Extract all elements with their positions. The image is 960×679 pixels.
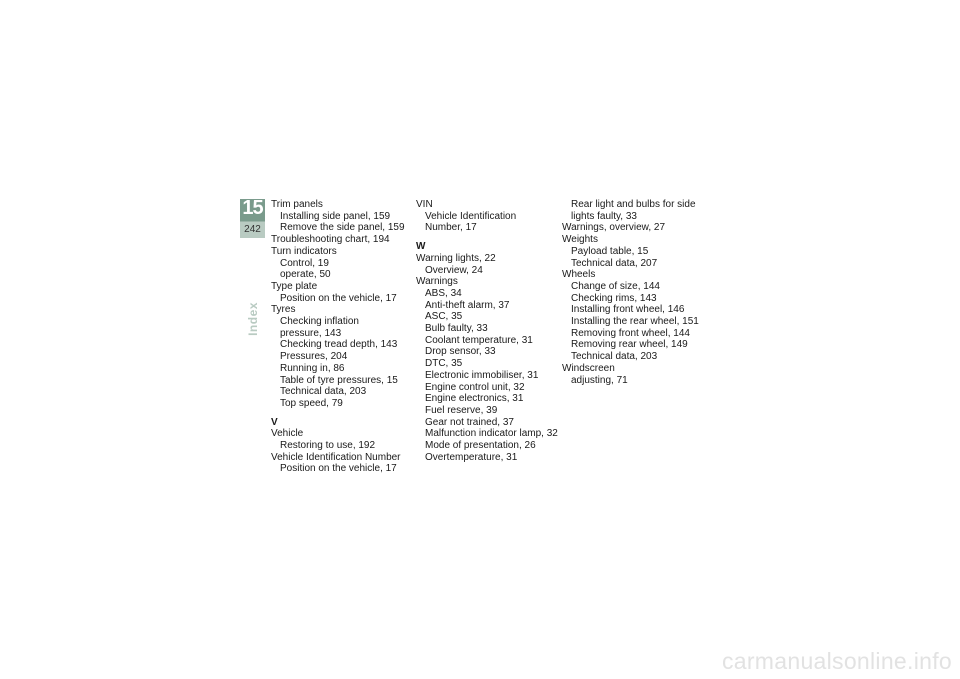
index-subentry: Technical data, 207 bbox=[571, 257, 658, 269]
index-subentry: Top speed, 79 bbox=[280, 397, 343, 409]
index-letter-heading: W bbox=[416, 241, 426, 253]
index-entry: Warnings, overview, 27 bbox=[562, 222, 666, 234]
index-column-3 bbox=[562, 199, 702, 386]
index-subentry: operate, 50 bbox=[280, 269, 331, 281]
index-entry: Type plate bbox=[271, 280, 318, 292]
index-subentry: Malfunction indicator lamp, 32 bbox=[425, 428, 558, 440]
index-subentry: Gear not trained, 37 bbox=[425, 416, 514, 428]
index-subentry: Coolant temperature, 31 bbox=[425, 334, 533, 346]
index-entry: Troubleshooting chart, 194 bbox=[271, 234, 390, 246]
index-entry: Vehicle Identification Number bbox=[271, 451, 401, 463]
index-subentry: Position on the vehicle, 17 bbox=[280, 292, 397, 304]
index-subentry: Vehicle Identification bbox=[425, 210, 517, 222]
index-entry: Windscreen bbox=[562, 362, 615, 374]
index-subentry: Number, 17 bbox=[425, 222, 477, 234]
index-subentry: pressure, 143 bbox=[280, 327, 342, 339]
index-entry: Warning lights, 22 bbox=[416, 252, 496, 264]
index-subentry: Change of size, 144 bbox=[571, 280, 660, 292]
index-subentry: Control, 19 bbox=[280, 257, 329, 269]
index-subentry: Remove the side panel, 159 bbox=[280, 222, 405, 234]
index-subentry: Payload table, 15 bbox=[571, 245, 649, 257]
index-subentry: Installing side panel, 159 bbox=[280, 210, 391, 222]
index-entry: Weights bbox=[562, 234, 598, 246]
index-subentry: Drop sensor, 33 bbox=[425, 346, 496, 358]
index-subentry: Overtemperature, 31 bbox=[425, 451, 518, 463]
index-subentry: adjusting, 71 bbox=[571, 374, 628, 386]
index-subentry: Engine control unit, 32 bbox=[425, 381, 525, 393]
index-entry: Trim panels bbox=[271, 199, 323, 210]
index-subentry: Checking tread depth, 143 bbox=[280, 339, 398, 351]
index-subentry: Fuel reserve, 39 bbox=[425, 404, 498, 416]
index-subentry: lights faulty, 33 bbox=[571, 210, 637, 222]
index-subentry: Overview, 24 bbox=[425, 264, 483, 276]
index-entry: Warnings bbox=[416, 276, 458, 288]
index-column-2 bbox=[416, 199, 556, 463]
index-subentry: ASC, 35 bbox=[425, 311, 463, 323]
index-subentry: Engine electronics, 31 bbox=[425, 393, 524, 405]
section-label: Index bbox=[246, 302, 260, 336]
index-entry: Wheels bbox=[562, 269, 596, 281]
index-subentry: Technical data, 203 bbox=[571, 351, 658, 363]
chapter-number: 15 bbox=[242, 197, 263, 219]
index-subentry: ABS, 34 bbox=[425, 287, 462, 299]
index-subentry: Restoring to use, 192 bbox=[280, 440, 376, 452]
index-subentry: Rear light and bulbs for side bbox=[571, 199, 696, 210]
index-subentry: Removing rear wheel, 149 bbox=[571, 339, 688, 351]
chapter-tab bbox=[240, 199, 265, 238]
index-entry: Vehicle bbox=[271, 428, 304, 440]
index-entry: Tyres bbox=[271, 304, 296, 316]
index-subentry: Electronic immobiliser, 31 bbox=[425, 369, 539, 381]
index-column-1 bbox=[271, 199, 406, 475]
index-entry: VIN bbox=[416, 199, 433, 210]
index-subentry: Installing front wheel, 146 bbox=[571, 304, 685, 316]
index-subentry: DTC, 35 bbox=[425, 358, 463, 370]
index-letter-heading: V bbox=[271, 416, 278, 428]
index-subentry: Technical data, 203 bbox=[280, 386, 367, 398]
index-subentry: Running in, 86 bbox=[280, 362, 345, 374]
index-entry: Turn indicators bbox=[271, 245, 337, 257]
index-subentry: Pressures, 204 bbox=[280, 351, 348, 363]
watermark-text: carmanualsonline.info bbox=[721, 648, 952, 674]
index-subentry: Removing front wheel, 144 bbox=[571, 327, 690, 339]
index-subentry: Checking rims, 143 bbox=[571, 292, 657, 304]
index-subentry: Anti-theft alarm, 37 bbox=[425, 299, 510, 311]
index-subentry: Bulb faulty, 33 bbox=[425, 323, 488, 335]
index-subentry: Position on the vehicle, 17 bbox=[280, 463, 397, 475]
index-subentry: Installing the rear wheel, 151 bbox=[571, 316, 699, 328]
index-subentry: Table of tyre pressures, 15 bbox=[280, 374, 398, 386]
index-subentry: Mode of presentation, 26 bbox=[425, 440, 536, 452]
page-number: 242 bbox=[244, 224, 261, 235]
index-subentry: Checking inflation bbox=[280, 316, 359, 328]
